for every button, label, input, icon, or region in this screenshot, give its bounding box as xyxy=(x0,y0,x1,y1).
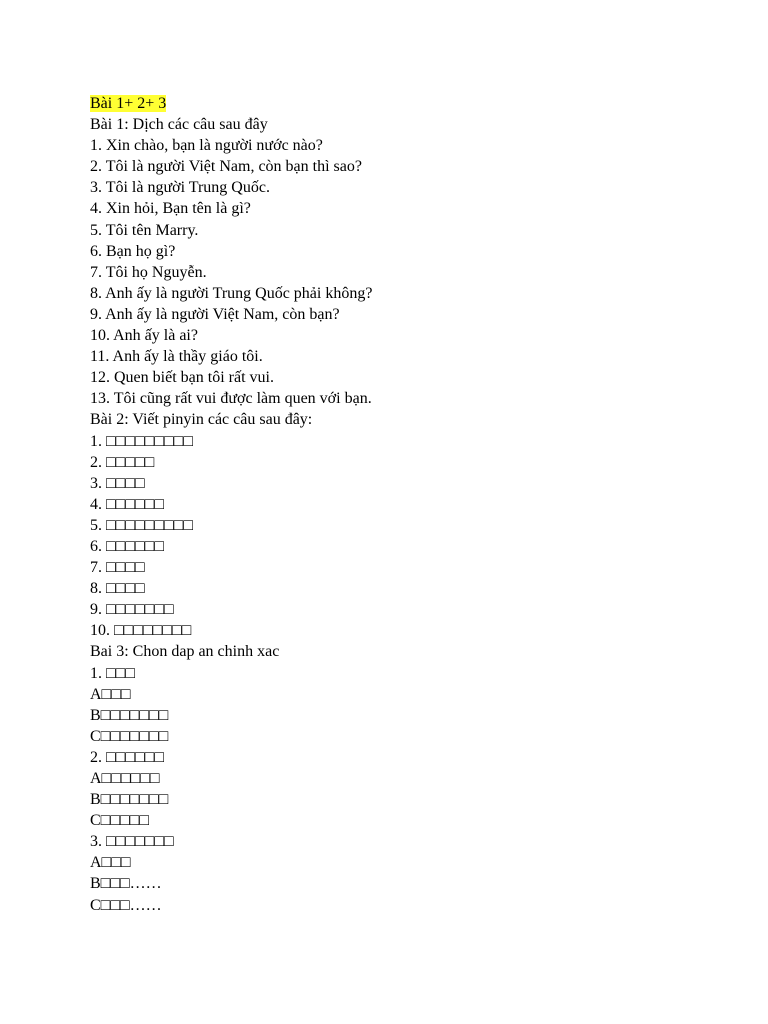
document-line: 3. □□□□ xyxy=(90,474,145,492)
document-line: C□□□…… xyxy=(90,896,162,914)
document-line: 4. Xin hỏi, Bạn tên là gì? xyxy=(90,200,251,218)
document-line: 1. □□□□□□□□□ xyxy=(90,432,193,450)
document-line: 5. □□□□□□□□□ xyxy=(90,516,193,534)
document-page xyxy=(90,93,730,916)
document-line: 9. Anh ấy là người Việt Nam, còn bạn? xyxy=(90,305,340,323)
document-line: 7. □□□□ xyxy=(90,559,145,577)
document-header xyxy=(90,93,730,114)
document-line: 2. □□□□□ xyxy=(90,453,155,471)
highlighted-title: Bài 1+ 2+ 3 xyxy=(90,95,167,112)
document-line: 3. Tôi là người Trung Quốc. xyxy=(90,179,270,197)
document-line: Bài 1: Dịch các câu sau đây xyxy=(90,116,268,134)
document-line: 1. Xin chào, bạn là người nước nào? xyxy=(90,137,323,155)
document-line: A□□□□□□ xyxy=(90,770,160,787)
document-line: C□□□□□□□ xyxy=(90,727,169,745)
document-line: 4. □□□□□□ xyxy=(90,495,164,513)
document-line: 13. Tôi cũng rất vui được làm quen với bạn. xyxy=(90,390,372,408)
document-line: 2. Tôi là người Việt Nam, còn bạn thì sao? xyxy=(90,158,362,176)
document-line: B□□□□□□□ xyxy=(90,791,169,809)
document-line: 8. □□□□ xyxy=(90,580,145,598)
document-line: Bài 2: Viết pinyin các câu sau đây: xyxy=(90,411,313,429)
document-line: 9. □□□□□□□ xyxy=(90,601,174,619)
document-body xyxy=(90,114,730,916)
document-line: 1. □□□ xyxy=(90,664,135,682)
document-line: 11. Anh ấy là thầy giáo tôi. xyxy=(90,348,263,366)
document-line: 2. □□□□□□ xyxy=(90,748,164,766)
document-line: B□□□□□□□ xyxy=(90,706,169,724)
document-line: 10. Anh ấy là ai? xyxy=(90,327,198,345)
document-line: 12. Quen biết bạn tôi rất vui. xyxy=(90,369,274,387)
document-line: 8. Anh ấy là người Trung Quốc phải không? xyxy=(90,284,373,302)
document-line: 5. Tôi tên Marry. xyxy=(90,221,199,239)
document-line: 3. □□□□□□□ xyxy=(90,833,174,851)
document-line: A□□□ xyxy=(90,685,131,703)
document-line: C□□□□□ xyxy=(90,812,149,830)
document-line: 7. Tôi họ Nguyễn. xyxy=(90,263,207,281)
document-line: Bai 3: Chon dap an chinh xac xyxy=(90,643,280,661)
document-line: 10. □□□□□□□□ xyxy=(90,622,192,640)
document-line: B□□□…… xyxy=(90,875,162,893)
document-line: 6. □□□□□□ xyxy=(90,537,164,555)
document-line: 6. Bạn họ gì? xyxy=(90,242,176,260)
document-line: A□□□ xyxy=(90,854,131,872)
